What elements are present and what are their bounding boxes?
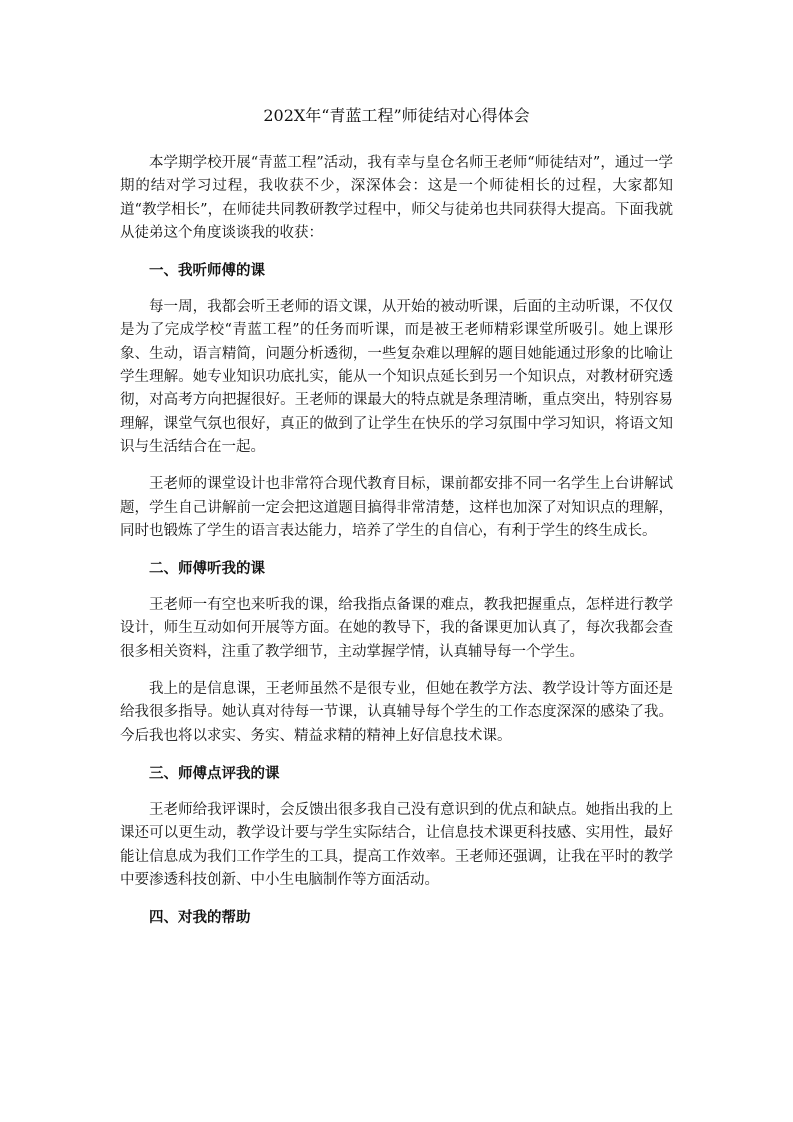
section-2-paragraph-1: 王老师一有空也来听我的课，给我指点备课的难点，教我把握重点，怎样进行教学设计，师生互动如何开展等方面。在她的教导下，我的备课更加认真了，每次我都会查很多相关资料，注重了教学细节，主动掌握学情，认真辅导每一个学生。 — [120, 597, 673, 660]
section-2-paragraph-2: 我上的是信息课，王老师虽然不是很专业，但她在教学方法、教学设计等方面还是给我很多指导。她认真对待每一节课，认真辅导每个学生的工作态度深深的感染了我。今后我也将以求实、务实、精益求精的精神上好信息技术课。 — [120, 681, 673, 744]
section-heading-3: 三、师傅点评我的课 — [149, 764, 280, 782]
section-3-paragraph-1: 王老师给我评课时，会反馈出很多我自己没有意识到的优点和缺点。她指出我的上课还可以更生动，教学设计要与学生实际结合，让信息技术课更科技感、实用性，最好能让信息成为我们工作学生的工具，提高工作效率。王老师还强调，让我在平时的教学中要渗透科技创新、中小生电脑制作等方面活动。 — [120, 801, 673, 888]
section-1-paragraph-2: 王老师的课堂设计也非常符合现代教育目标，课前都安排不同一名学生上台讲解试题，学生自己讲解前一定会把这道题目搞得非常清楚，这样也加深了对知识点的理解，同时也锻炼了学生的语言表达能力，培养了学生的自信心，有利于学生的终生成长。 — [120, 476, 673, 539]
document-title: 202X年“青蓝工程”师徒结对心得体会 — [263, 106, 530, 125]
section-heading-1: 一、我听师傅的课 — [149, 262, 265, 280]
intro-paragraph: 本学期学校开展“青蓝工程”活动，我有幸与皇仓名师王老师“师徒结对”，通过一学期的结对学习过程，我收获不少，深深体会：这是一个师徒相长的过程，大家都知道“教学相长”，在师徒共同教研教学过程中，师父与徒弟也共同获得大提高。下面我就从徒弟这个角度谈谈我的收获： — [120, 155, 673, 241]
section-heading-4: 四、对我的帮助 — [149, 909, 251, 927]
section-heading-2: 二、师傅听我的课 — [149, 560, 265, 578]
section-1-paragraph-1: 每一周，我都会听王老师的语文课，从开始的被动听课，后面的主动听课，不仅仅是为了完成学校“青蓝工程”的任务而听课，而是被王老师精彩课堂所吸引。她上课形象、生动，语言精简，问题分析透彻，一些复杂难以理解的题目她能通过形象的比喻让学生理解。她专业知识功底扎实，能从一个知识点延长到另一个知识点，对教材研究透彻，对高考方向把握很好。王老师的课最大的特点就是条理清晰，重点突出，特别容易理解，课堂气氛也很好，真正的做到了让学生在快乐的学习氛围中学习知识，将语文知识与生活结合在一起。 — [120, 299, 673, 455]
